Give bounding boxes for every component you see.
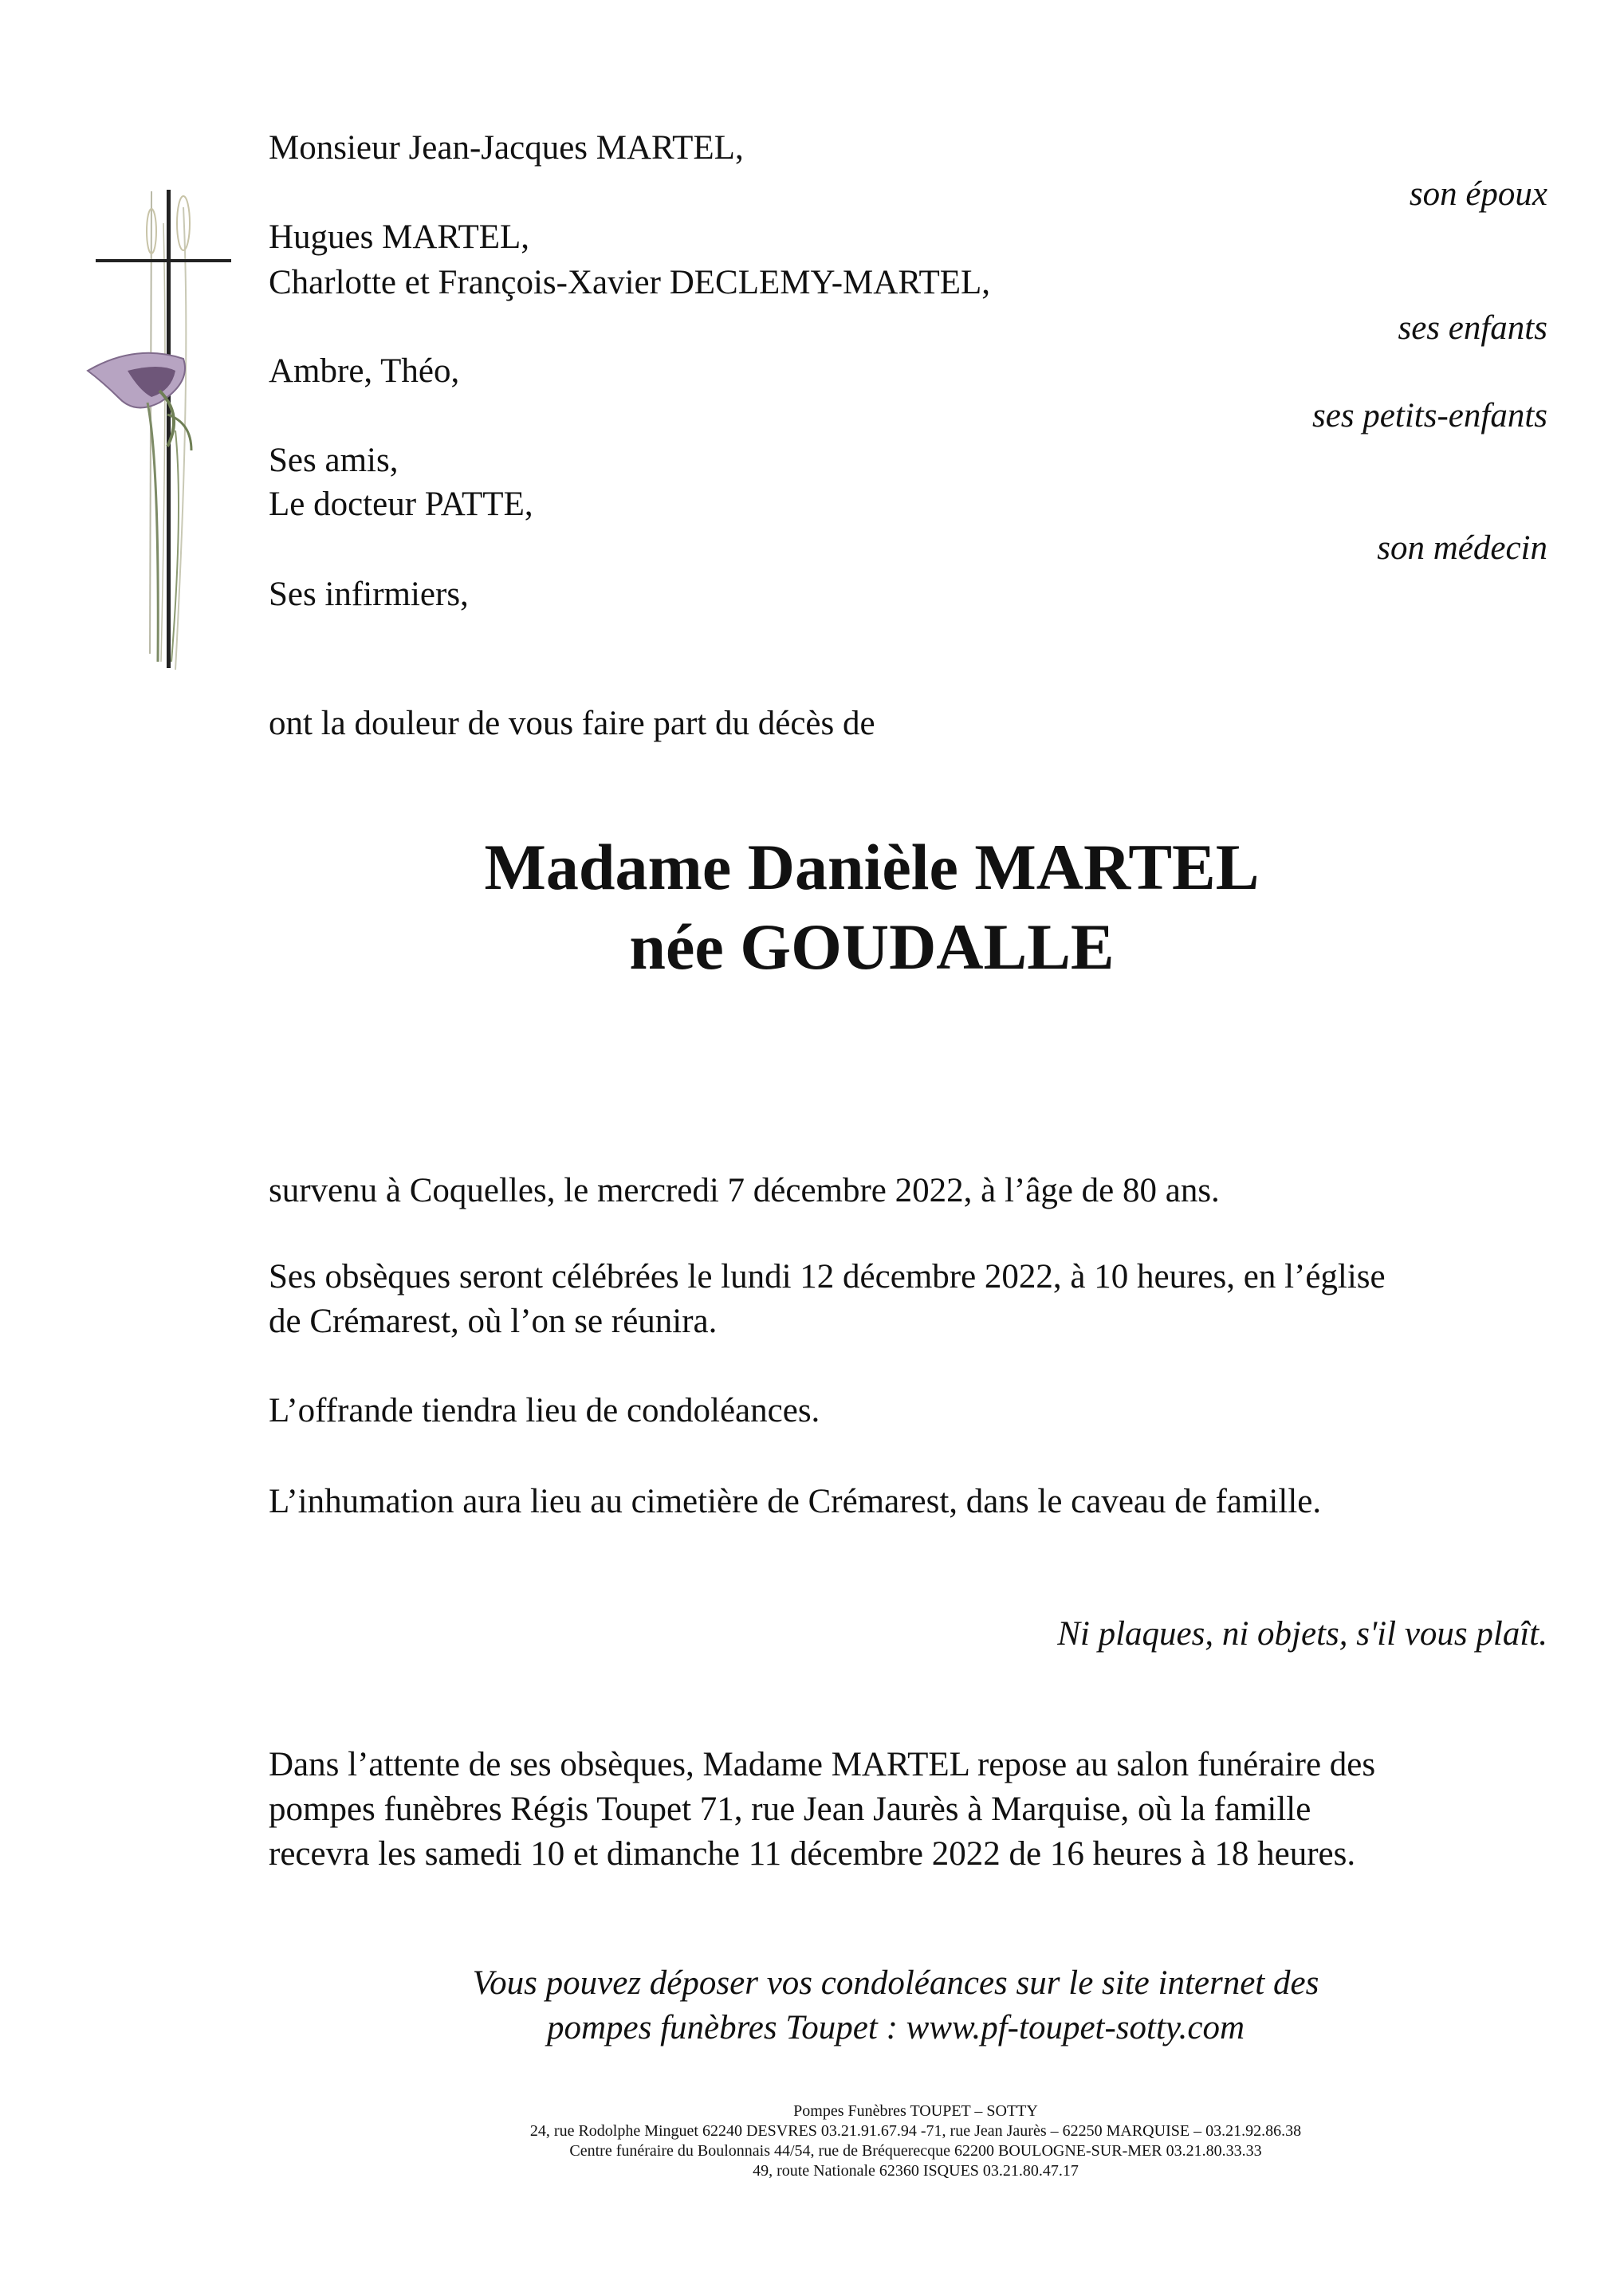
relation-grandchildren: ses petits-enfants (1312, 397, 1547, 434)
rest-details-line-1: Dans l’attente de ses obsèques, Madame MARTEL repose au salon funéraire des (269, 1746, 1376, 1783)
funeral-details-line-2: de Crémarest, où l’on se réunira. (269, 1303, 718, 1340)
footer-address-2: Centre funéraire du Boulonnais 44/54, rue de Bréquerecque 62200 BOULOGNE-SUR-MER 03.21.80.33.33 (569, 2142, 1262, 2160)
footer-company: Pompes Funèbres TOUPET – SOTTY (793, 2102, 1038, 2120)
relation-children: ses enfants (1398, 309, 1547, 347)
funeral-details-line-1: Ses obsèques seront célébrées le lundi 12 décembre 2022, à 10 heures, en l’église (269, 1258, 1386, 1295)
no-plaques-note: Ni plaques, ni objets, s'il vous plaît. (1057, 1615, 1547, 1653)
rest-details-line-3: recevra les samedi 10 et dimanche 11 décembre 2022 de 16 heures à 18 heures. (269, 1835, 1356, 1873)
condolences-line-2: pompes funèbres Toupet : www.pf-toupet-sotty.com (546, 2009, 1245, 2046)
deceased-name: Madame Danièle MARTEL (484, 831, 1260, 903)
family-name-child-1: Hugues MARTEL, (269, 218, 530, 256)
family-name-friends: Ses amis, (269, 442, 399, 479)
footer-address-1: 24, rue Rodolphe Minguet 62240 DESVRES 03.21.91.67.94 -71, rue Jean Jaurès – 62250 MARQUISE – 03.21.92.86.38 (529, 2122, 1302, 2140)
family-name-nurses: Ses infirmiers, (269, 576, 469, 613)
rest-details-line-2: pompes funèbres Régis Toupet 71, rue Jean Jaurès à Marquise, où la famille (269, 1791, 1311, 1828)
family-name-doctor: Le docteur PATTE, (269, 486, 533, 523)
cross-with-lily-icon (72, 175, 255, 686)
condolences-line-1: Vous pouvez déposer vos condoléances sur le site internet des (472, 1964, 1319, 2002)
death-details: survenu à Coquelles, le mercredi 7 décembre 2022, à l’âge de 80 ans. (269, 1172, 1220, 1209)
announcement-text: ont la douleur de vous faire part du décès de (269, 705, 875, 742)
footer-address-3: 49, route Nationale 62360 ISQUES 03.21.80.47.17 (753, 2162, 1079, 2180)
family-name-husband: Monsieur Jean-Jacques MARTEL, (269, 129, 744, 167)
relation-doctor: son médecin (1377, 529, 1547, 567)
offering-note: L’offrande tiendra lieu de condoléances. (269, 1392, 820, 1429)
relation-husband: son époux (1409, 175, 1547, 213)
family-name-child-2: Charlotte et François-Xavier DECLEMY-MARTEL, (269, 264, 990, 301)
deceased-maiden-name: née GOUDALLE (629, 910, 1115, 983)
burial-details: L’inhumation aura lieu au cimetière de Crémarest, dans le caveau de famille. (269, 1483, 1322, 1520)
family-name-grandchildren: Ambre, Théo, (269, 352, 460, 390)
